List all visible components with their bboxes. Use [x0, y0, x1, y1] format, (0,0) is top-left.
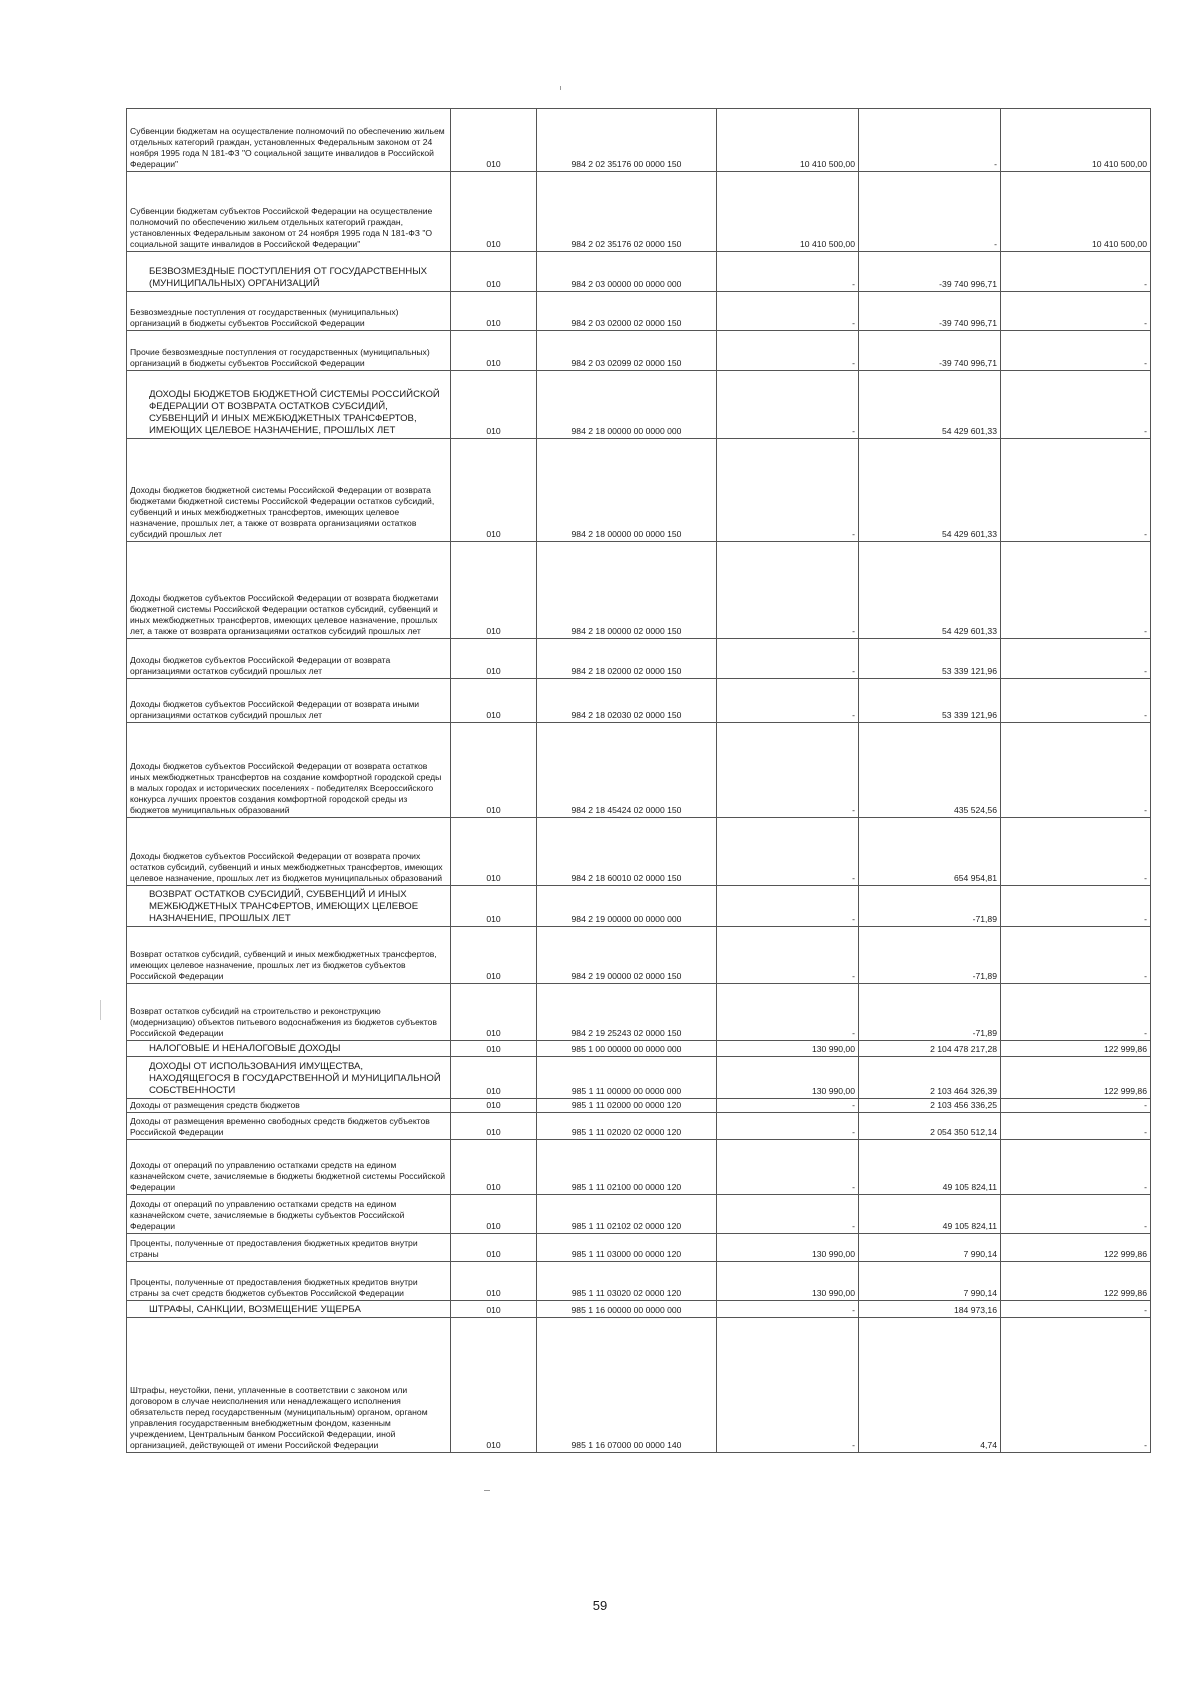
- table-row: [127, 679, 1151, 723]
- table-row: [127, 252, 1151, 292]
- row-line-code: 010: [451, 639, 537, 679]
- row-classification-code: 984 2 02 35176 00 0000 150: [537, 109, 717, 172]
- row-classification-code: 984 2 19 25243 02 0000 150: [537, 984, 717, 1041]
- row-executed: -71,89: [859, 984, 1001, 1041]
- row-line-code: 010: [451, 679, 537, 723]
- row-line-code: 010: [451, 723, 537, 818]
- row-line-code: 010: [451, 252, 537, 292]
- row-line-code: 010: [451, 439, 537, 542]
- row-line-code: 010: [451, 1262, 537, 1301]
- row-line-code: 010: [451, 1301, 537, 1318]
- table-row: [127, 818, 1151, 886]
- row-executed: 2 054 350 512,14: [859, 1113, 1001, 1140]
- row-classification-code: 985 1 16 00000 00 0000 000: [537, 1301, 717, 1318]
- row-executed: 2 103 456 336,25: [859, 1099, 1001, 1113]
- row-classification-code: 985 1 16 07000 00 0000 140: [537, 1318, 717, 1453]
- row-line-code: 010: [451, 1113, 537, 1140]
- row-approved: -: [717, 927, 859, 984]
- row-approved: -: [717, 542, 859, 639]
- row-approved: -: [717, 292, 859, 331]
- row-executed: 4,74: [859, 1318, 1001, 1453]
- row-approved: 10 410 500,00: [717, 109, 859, 172]
- row-classification-code: 984 2 03 00000 00 0000 000: [537, 252, 717, 292]
- table-row: [127, 292, 1151, 331]
- row-approved: -: [717, 818, 859, 886]
- row-name: Субвенции бюджетам на осуществление полномочий по обеспечению жильем отдельных категорий граждан, установленных Федеральным законом от 24 ноября 1995 года N 181-ФЗ "О социальной защите инвалидов в Российской Федерации": [127, 109, 451, 172]
- row-approved: 10 410 500,00: [717, 172, 859, 252]
- row-line-code: 010: [451, 172, 537, 252]
- row-name: Безвозмездные поступления от государственных (муниципальных) организаций в бюджеты субъектов Российской Федерации: [127, 292, 451, 331]
- table-row: [127, 439, 1151, 542]
- scan-mark: [560, 86, 561, 90]
- row-classification-code: 985 1 11 02020 02 0000 120: [537, 1113, 717, 1140]
- row-classification-code: 984 2 18 45424 02 0000 150: [537, 723, 717, 818]
- row-executed: 2 103 464 326,39: [859, 1057, 1001, 1099]
- table-row: [127, 984, 1151, 1041]
- row-approved: -: [717, 371, 859, 439]
- table-row: [127, 1262, 1151, 1301]
- row-executed: 184 973,16: [859, 1301, 1001, 1318]
- row-name: Субвенции бюджетам субъектов Российской Федерации на осуществление полномочий по обеспечению жильем отдельных категорий граждан, установленных Федеральным законом от 24 ноября 1995 года N 181-ФЗ "О социальной защите инвалидов в Российской Федерации": [127, 172, 451, 252]
- row-line-code: 010: [451, 1041, 537, 1057]
- row-line-code: 010: [451, 818, 537, 886]
- row-name: ДОХОДЫ БЮДЖЕТОВ БЮДЖЕТНОЙ СИСТЕМЫ РОССИЙСКОЙ ФЕДЕРАЦИИ ОТ ВОЗВРАТА ОСТАТКОВ СУБСИДИЙ, СУБВЕНЦИЙ И ИНЫХ МЕЖБЮДЖЕТНЫХ ТРАНСФЕРТОВ, ИМЕЮЩИХ ЦЕЛЕВОЕ НАЗНАЧЕНИЕ, ПРОШЛЫХ ЛЕТ: [127, 371, 451, 439]
- row-unexecuted: -: [1001, 886, 1151, 927]
- row-unexecuted: 122 999,86: [1001, 1234, 1151, 1262]
- row-name: БЕЗВОЗМЕЗДНЫЕ ПОСТУПЛЕНИЯ ОТ ГОСУДАРСТВЕННЫХ (МУНИЦИПАЛЬНЫХ) ОРГАНИЗАЦИЙ: [127, 252, 451, 292]
- row-classification-code: 985 1 11 02100 00 0000 120: [537, 1140, 717, 1195]
- row-name: ДОХОДЫ ОТ ИСПОЛЬЗОВАНИЯ ИМУЩЕСТВА, НАХОДЯЩЕГОСЯ В ГОСУДАРСТВЕННОЙ И МУНИЦИПАЛЬНОЙ СОБСТВЕННОСТИ: [127, 1057, 451, 1099]
- row-unexecuted: -: [1001, 723, 1151, 818]
- row-approved: 130 990,00: [717, 1262, 859, 1301]
- row-line-code: 010: [451, 542, 537, 639]
- row-classification-code: 984 2 19 00000 02 0000 150: [537, 927, 717, 984]
- row-name: Доходы бюджетов субъектов Российской Федерации от возврата иными организациями остатков субсидий прошлых лет: [127, 679, 451, 723]
- row-executed: 54 429 601,33: [859, 371, 1001, 439]
- row-line-code: 010: [451, 1140, 537, 1195]
- row-line-code: 010: [451, 886, 537, 927]
- row-unexecuted: -: [1001, 331, 1151, 371]
- row-unexecuted: 122 999,86: [1001, 1041, 1151, 1057]
- row-line-code: 010: [451, 984, 537, 1041]
- row-approved: -: [717, 1195, 859, 1234]
- row-unexecuted: 122 999,86: [1001, 1057, 1151, 1099]
- row-line-code: 010: [451, 292, 537, 331]
- row-executed: 54 429 601,33: [859, 439, 1001, 542]
- row-classification-code: 985 1 11 03000 00 0000 120: [537, 1234, 717, 1262]
- row-name: Прочие безвозмездные поступления от государственных (муниципальных) организаций в бюджеты субъектов Российской Федерации: [127, 331, 451, 371]
- row-approved: 130 990,00: [717, 1057, 859, 1099]
- row-approved: -: [717, 1113, 859, 1140]
- row-line-code: 010: [451, 1234, 537, 1262]
- table-row: [127, 1318, 1151, 1453]
- row-unexecuted: -: [1001, 1099, 1151, 1113]
- table-row: [127, 1057, 1151, 1099]
- row-unexecuted: -: [1001, 1140, 1151, 1195]
- row-executed: 53 339 121,96: [859, 639, 1001, 679]
- row-line-code: 010: [451, 1057, 537, 1099]
- row-name: Возврат остатков субсидий на строительство и реконструкцию (модернизацию) объектов питьевого водоснабжения из бюджетов субъектов Российской Федерации: [127, 984, 451, 1041]
- row-classification-code: 984 2 18 60010 02 0000 150: [537, 818, 717, 886]
- row-unexecuted: -: [1001, 927, 1151, 984]
- row-approved: -: [717, 252, 859, 292]
- row-classification-code: 984 2 18 02030 02 0000 150: [537, 679, 717, 723]
- table-row: [127, 1113, 1151, 1140]
- row-approved: -: [717, 886, 859, 927]
- row-executed: -71,89: [859, 886, 1001, 927]
- row-name: Доходы от операций по управлению остатками средств на едином казначейском счете, зачисляемые в бюджеты бюджетной системы Российской Федерации: [127, 1140, 451, 1195]
- table-row: [127, 542, 1151, 639]
- row-executed: -39 740 996,71: [859, 292, 1001, 331]
- row-executed: 7 990,14: [859, 1262, 1001, 1301]
- row-classification-code: 985 1 11 00000 00 0000 000: [537, 1057, 717, 1099]
- row-name: Доходы бюджетов субъектов Российской Федерации от возврата прочих остатков субсидий, субвенций и иных межбюджетных трансфертов, имеющих целевое назначение, прошлых лет из бюджетов муниципальных образований: [127, 818, 451, 886]
- row-executed: 49 105 824,11: [859, 1140, 1001, 1195]
- table-row: [127, 172, 1151, 252]
- row-name: Доходы от размещения временно свободных средств бюджетов субъектов Российской Федерации: [127, 1113, 451, 1140]
- table-row: [127, 331, 1151, 371]
- row-line-code: 010: [451, 371, 537, 439]
- row-unexecuted: -: [1001, 371, 1151, 439]
- table-row: [127, 1099, 1151, 1113]
- row-unexecuted: -: [1001, 292, 1151, 331]
- row-unexecuted: -: [1001, 1195, 1151, 1234]
- row-executed: 2 104 478 217,28: [859, 1041, 1001, 1057]
- row-classification-code: 984 2 18 00000 00 0000 150: [537, 439, 717, 542]
- row-approved: 130 990,00: [717, 1234, 859, 1262]
- row-approved: -: [717, 1301, 859, 1318]
- row-name: Доходы бюджетов субъектов Российской Федерации от возврата бюджетами бюджетной системы Российской Федерации остатков субсидий, субвенций и иных межбюджетных трансфертов, имеющих целевое назначение, прошлых лет, а также от возврата организациями остатков субсидий прошлых лет: [127, 542, 451, 639]
- row-unexecuted: -: [1001, 818, 1151, 886]
- row-approved: -: [717, 1099, 859, 1113]
- row-unexecuted: 10 410 500,00: [1001, 172, 1151, 252]
- table-row: [127, 1234, 1151, 1262]
- page-number: 59: [592, 1598, 608, 1613]
- row-line-code: 010: [451, 331, 537, 371]
- row-unexecuted: -: [1001, 679, 1151, 723]
- row-classification-code: 985 1 11 03020 02 0000 120: [537, 1262, 717, 1301]
- row-executed: -39 740 996,71: [859, 252, 1001, 292]
- row-unexecuted: -: [1001, 542, 1151, 639]
- scan-mark: [100, 1000, 101, 1020]
- row-unexecuted: 122 999,86: [1001, 1262, 1151, 1301]
- row-executed: 435 524,56: [859, 723, 1001, 818]
- row-name: Доходы бюджетов субъектов Российской Федерации от возврата организациями остатков субсидий прошлых лет: [127, 639, 451, 679]
- row-unexecuted: 10 410 500,00: [1001, 109, 1151, 172]
- row-approved: -: [717, 1318, 859, 1453]
- row-classification-code: 984 2 18 00000 00 0000 000: [537, 371, 717, 439]
- row-classification-code: 984 2 18 00000 02 0000 150: [537, 542, 717, 639]
- row-name: Проценты, полученные от предоставления бюджетных кредитов внутри страны за счет средств бюджетов субъектов Российской Федерации: [127, 1262, 451, 1301]
- row-name: Доходы от операций по управлению остатками средств на едином казначейском счете, зачисляемые в бюджеты субъектов Российской Федерации: [127, 1195, 451, 1234]
- row-unexecuted: -: [1001, 1113, 1151, 1140]
- row-line-code: 010: [451, 1318, 537, 1453]
- revenue-table: [126, 108, 1151, 1453]
- row-name: Возврат остатков субсидий, субвенций и иных межбюджетных трансфертов, имеющих целевое назначение, прошлых лет из бюджетов субъектов Российской Федерации: [127, 927, 451, 984]
- row-name: Штрафы, неустойки, пени, уплаченные в соответствии с законом или договором в случае неисполнения или ненадлежащего исполнения обязательств перед государственным (муниципальным) органом, органом управления государственным внебюджетным фондом, казенным учреждением, Центральным банком Российской Федерации, иной организацией, действующей от имени Российской Федерации: [127, 1318, 451, 1453]
- table-row: [127, 886, 1151, 927]
- row-executed: -39 740 996,71: [859, 331, 1001, 371]
- row-unexecuted: -: [1001, 1301, 1151, 1318]
- row-approved: -: [717, 1140, 859, 1195]
- row-classification-code: 984 2 03 02000 02 0000 150: [537, 292, 717, 331]
- row-executed: 54 429 601,33: [859, 542, 1001, 639]
- row-line-code: 010: [451, 109, 537, 172]
- row-approved: -: [717, 679, 859, 723]
- row-name: ШТРАФЫ, САНКЦИИ, ВОЗМЕЩЕНИЕ УЩЕРБА: [127, 1301, 451, 1318]
- row-unexecuted: -: [1001, 1318, 1151, 1453]
- row-approved: 130 990,00: [717, 1041, 859, 1057]
- row-name: ВОЗВРАТ ОСТАТКОВ СУБСИДИЙ, СУБВЕНЦИЙ И ИНЫХ МЕЖБЮДЖЕТНЫХ ТРАНСФЕРТОВ, ИМЕЮЩИХ ЦЕЛЕВОЕ НАЗНАЧЕНИЕ, ПРОШЛЫХ ЛЕТ: [127, 886, 451, 927]
- row-executed: 49 105 824,11: [859, 1195, 1001, 1234]
- row-executed: -71,89: [859, 927, 1001, 984]
- row-line-code: 010: [451, 1195, 537, 1234]
- revenue-table-body: [127, 109, 1151, 1453]
- row-unexecuted: -: [1001, 639, 1151, 679]
- row-approved: -: [717, 331, 859, 371]
- row-name: Проценты, полученные от предоставления бюджетных кредитов внутри страны: [127, 1234, 451, 1262]
- row-executed: 53 339 121,96: [859, 679, 1001, 723]
- row-approved: -: [717, 723, 859, 818]
- scan-mark: [484, 1490, 490, 1491]
- table-row: [127, 723, 1151, 818]
- row-name: Доходы бюджетов субъектов Российской Федерации от возврата остатков иных межбюджетных трансфертов на создание комфортной городской среды в малых городах и исторических поселениях - победителях Всероссийского конкурса лучших проектов создания комфортной городской среды из бюджетов муниципальных образований: [127, 723, 451, 818]
- row-classification-code: 984 2 19 00000 00 0000 000: [537, 886, 717, 927]
- row-classification-code: 985 1 00 00000 00 0000 000: [537, 1041, 717, 1057]
- row-executed: -: [859, 109, 1001, 172]
- table-row: [127, 371, 1151, 439]
- row-classification-code: 985 1 11 02102 02 0000 120: [537, 1195, 717, 1234]
- row-name: Доходы бюджетов бюджетной системы Российской Федерации от возврата бюджетами бюджетной системы Российской Федерации остатков субсидий, субвенций и иных межбюджетных трансфертов, имеющих целевое назначение, прошлых лет, а также от возврата организациями остатков субсидий прошлых лет: [127, 439, 451, 542]
- row-line-code: 010: [451, 1099, 537, 1113]
- row-unexecuted: -: [1001, 252, 1151, 292]
- table-row: [127, 1195, 1151, 1234]
- row-unexecuted: -: [1001, 984, 1151, 1041]
- row-approved: -: [717, 439, 859, 542]
- row-executed: -: [859, 172, 1001, 252]
- row-classification-code: 984 2 03 02099 02 0000 150: [537, 331, 717, 371]
- row-classification-code: 984 2 18 02000 02 0000 150: [537, 639, 717, 679]
- table-row: [127, 1301, 1151, 1318]
- row-approved: -: [717, 984, 859, 1041]
- table-row: [127, 639, 1151, 679]
- row-classification-code: 985 1 11 02000 00 0000 120: [537, 1099, 717, 1113]
- row-executed: 7 990,14: [859, 1234, 1001, 1262]
- row-approved: -: [717, 639, 859, 679]
- row-name: Доходы от размещения средств бюджетов: [127, 1099, 451, 1113]
- table-row: [127, 109, 1151, 172]
- row-classification-code: 984 2 02 35176 02 0000 150: [537, 172, 717, 252]
- row-executed: 654 954,81: [859, 818, 1001, 886]
- table-row: [127, 1140, 1151, 1195]
- row-name: НАЛОГОВЫЕ И НЕНАЛОГОВЫЕ ДОХОДЫ: [127, 1041, 451, 1057]
- row-line-code: 010: [451, 927, 537, 984]
- table-row: [127, 1041, 1151, 1057]
- row-unexecuted: -: [1001, 439, 1151, 542]
- table-row: [127, 927, 1151, 984]
